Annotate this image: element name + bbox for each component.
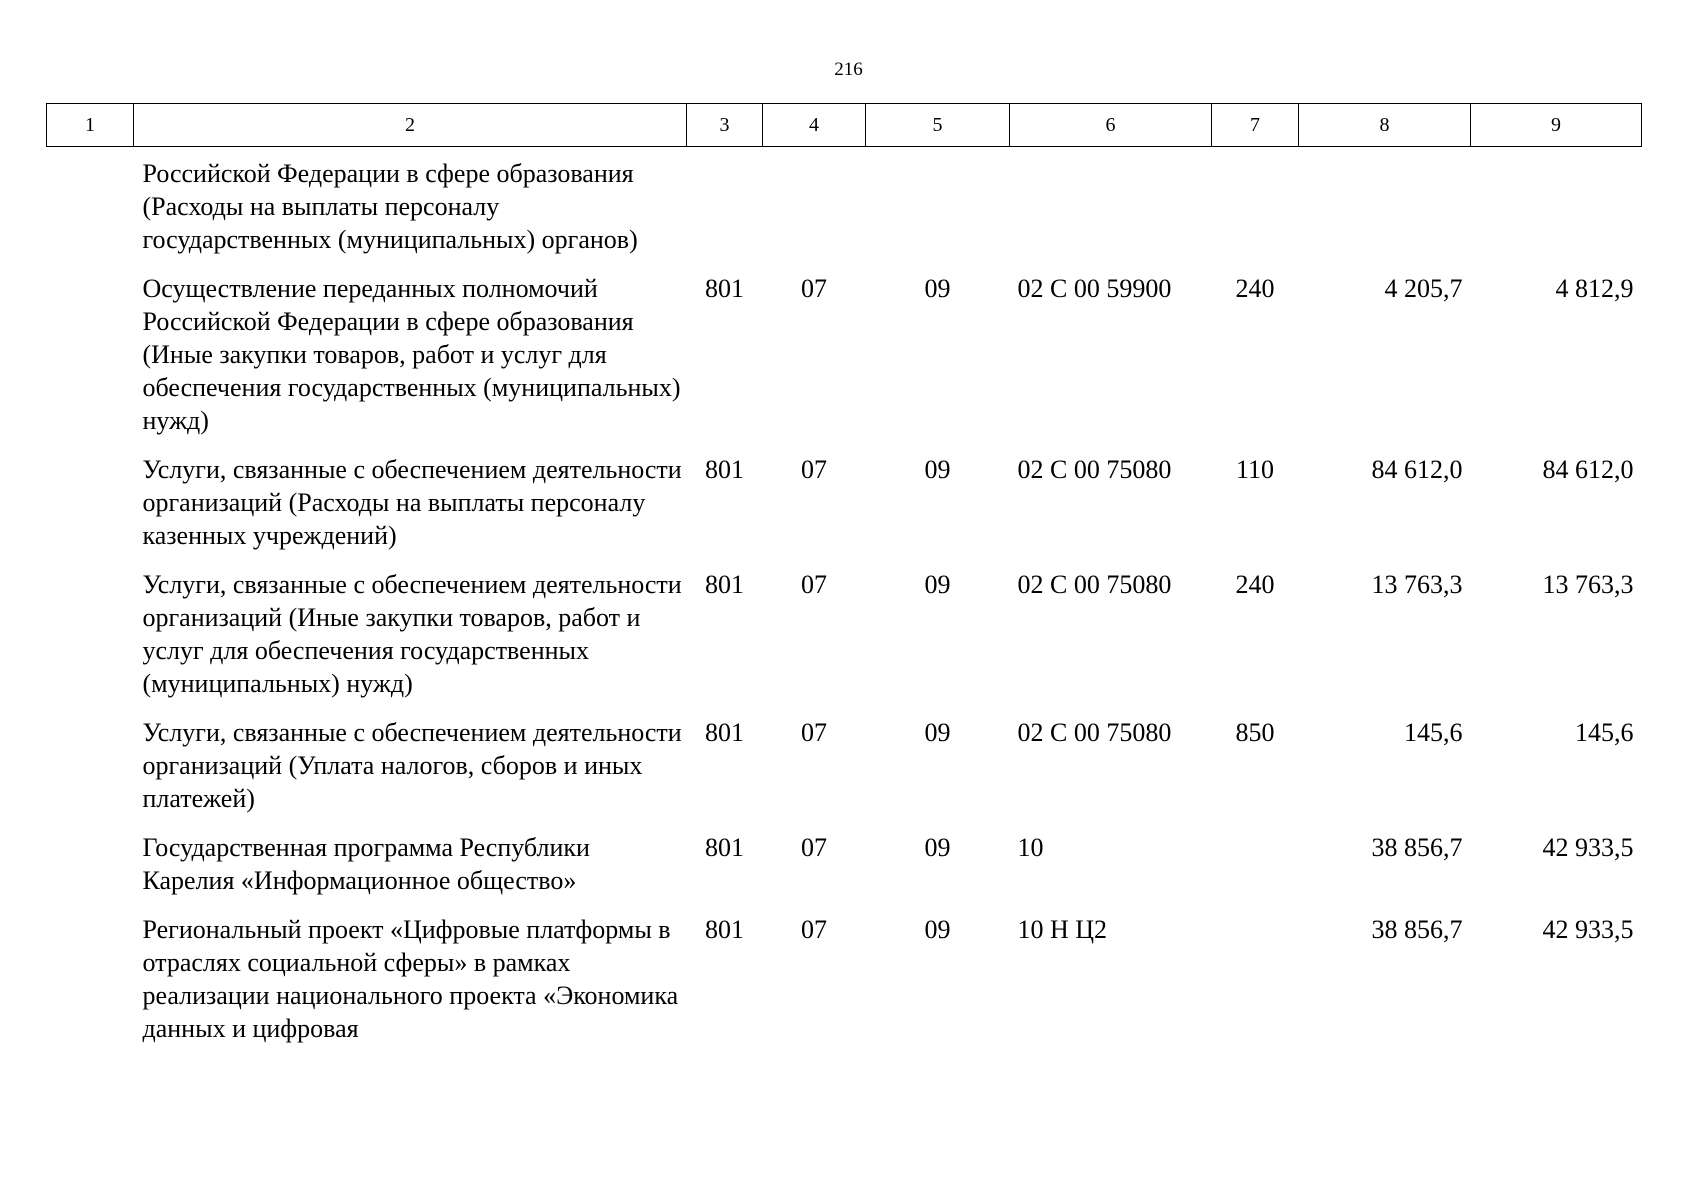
section-code: 07: [801, 833, 827, 862]
table-row: [47, 831, 1642, 913]
amount-year-2: [1471, 147, 1642, 273]
column-header-7: 7: [1212, 104, 1299, 147]
target-article-code: 02 С 00 59900: [1017, 274, 1172, 303]
table-row: [47, 568, 1642, 716]
amount-year-1: 38 856,7: [1371, 833, 1463, 862]
amount-year-1: [1299, 147, 1471, 273]
section-code: 07: [801, 274, 827, 303]
expense-type-code: 850: [1235, 718, 1275, 747]
row-number-cell: [47, 831, 134, 913]
target-article-code: 02 С 00 75080: [1017, 570, 1172, 599]
amount-year-2: 4 812,9: [1555, 274, 1634, 303]
subsection-code: 09: [924, 570, 951, 599]
amount-year-2: 145,6: [1575, 718, 1634, 747]
row-number-cell: [47, 453, 134, 568]
expense-name: Региональный проект «Цифровые платформы в отраслях социальной сферы» в рамках реализации национального проекта «Экономика данных и цифровая: [142, 915, 679, 1043]
expense-name: Услуги, связанные с обеспечением деятельности организаций (Иные закупки товаров, работ и услуг для обеспечения государственных (муниципальных) нужд): [142, 570, 682, 698]
subsection-code: 09: [924, 915, 951, 944]
column-header-5: 5: [866, 104, 1010, 147]
table-row: [47, 913, 1642, 1061]
amount-year-1: 4 205,7: [1384, 274, 1463, 303]
amount-year-1: 145,6: [1404, 718, 1463, 747]
column-header-2: 2: [134, 104, 687, 147]
subsection-code: 09: [924, 274, 951, 303]
ministry-code: 801: [705, 274, 744, 303]
expense-name: Услуги, связанные с обеспечением деятельности организаций (Расходы на выплаты персоналу казенных учреждений): [142, 455, 682, 550]
amount-year-2: 42 933,5: [1542, 833, 1634, 862]
expense-type-code: 110: [1235, 455, 1275, 484]
subsection-code: [866, 147, 1010, 273]
expense-type-code: [1212, 831, 1299, 913]
table-row: [47, 272, 1642, 453]
amount-year-1: 38 856,7: [1371, 915, 1463, 944]
ministry-code: 801: [705, 915, 744, 944]
expense-name: Государственная программа Республики Карелия «Информационное общество»: [142, 833, 590, 895]
table-row: [47, 147, 1642, 273]
page-number: 216: [834, 59, 863, 80]
row-number-cell: [47, 716, 134, 831]
row-number-cell: [47, 147, 134, 273]
table-row: [47, 716, 1642, 831]
row-number-cell: [47, 913, 134, 1061]
subsection-code: 09: [924, 455, 951, 484]
column-header-4: 4: [763, 104, 866, 147]
ministry-code: 801: [705, 718, 744, 747]
target-article-code: 10 Н Ц2: [1017, 915, 1108, 944]
amount-year-2: 42 933,5: [1542, 915, 1634, 944]
budget-table: [46, 103, 1642, 1061]
amount-year-2: 84 612,0: [1542, 455, 1634, 484]
expense-type-code: [1212, 913, 1299, 1061]
table-row: [47, 453, 1642, 568]
section-code: 07: [801, 570, 827, 599]
ministry-code: 801: [705, 455, 744, 484]
column-header-9: 9: [1471, 104, 1642, 147]
amount-year-2: 13 763,3: [1542, 570, 1634, 599]
target-article-code: 10: [1017, 833, 1044, 862]
target-article-code: 02 С 00 75080: [1017, 455, 1172, 484]
section-code: 07: [801, 718, 827, 747]
ministry-code: [687, 147, 763, 273]
expense-name: Услуги, связанные с обеспечением деятельности организаций (Уплата налогов, сборов и иных платежей): [142, 718, 682, 813]
section-code: 07: [801, 455, 827, 484]
subsection-code: 09: [924, 718, 951, 747]
column-number-header-row: [47, 104, 1642, 147]
column-header-8: 8: [1299, 104, 1471, 147]
target-article-code: [1010, 147, 1212, 273]
section-code: [763, 147, 866, 273]
expense-name: Российской Федерации в сфере образования (Расходы на выплаты персоналу государственных (муниципальных) органов): [142, 159, 638, 254]
row-number-cell: [47, 568, 134, 716]
expense-type-code: 240: [1235, 570, 1275, 599]
section-code: 07: [801, 915, 827, 944]
column-header-3: 3: [687, 104, 763, 147]
row-number-cell: [47, 272, 134, 453]
amount-year-1: 13 763,3: [1371, 570, 1463, 599]
column-header-6: 6: [1010, 104, 1212, 147]
expense-type-code: [1212, 147, 1299, 273]
amount-year-1: 84 612,0: [1371, 455, 1463, 484]
expense-name: Осуществление переданных полномочий Российской Федерации в сфере образования (Иные закупки товаров, работ и услуг для обеспечения государственных (муниципальных) нужд): [142, 274, 681, 435]
ministry-code: 801: [705, 570, 744, 599]
target-article-code: 02 С 00 75080: [1017, 718, 1172, 747]
subsection-code: 09: [924, 833, 951, 862]
ministry-code: 801: [705, 833, 744, 862]
column-header-1: 1: [47, 104, 134, 147]
expense-type-code: 240: [1235, 274, 1275, 303]
